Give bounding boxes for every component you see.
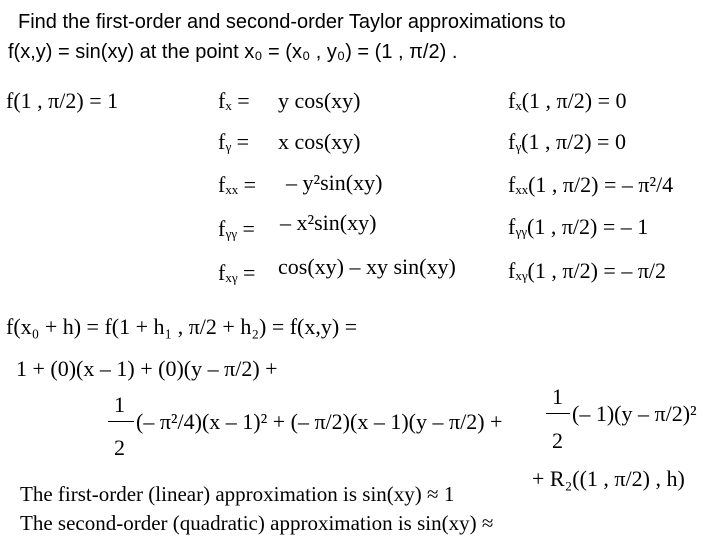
f-value: f(1 , π/2) = 1 bbox=[6, 88, 119, 113]
deriv-expr-fx: y cos(xy) bbox=[278, 88, 361, 113]
deriv-name-fxy: fₓᵧ = bbox=[218, 260, 256, 285]
intro-line-1: Find the first-order and second-order Taylor approximations to bbox=[18, 11, 566, 33]
fraction-2-numerator: 1 bbox=[552, 384, 563, 409]
deriv-name-fx: fₓ = bbox=[218, 88, 250, 113]
expansion-line-2: 1 + (0)(x – 1) + (0)(y – π/2) + bbox=[16, 356, 278, 381]
fraction-1-bar bbox=[108, 421, 134, 422]
deriv-name-fyy: fᵧᵧ = bbox=[218, 216, 255, 241]
deriv-value-fyy: fᵧᵧ(1 , π/2) = – 1 bbox=[508, 214, 649, 239]
deriv-expr-fxy: cos(xy) – xy sin(xy) bbox=[278, 254, 456, 279]
fraction-1-numerator: 1 bbox=[114, 392, 125, 417]
second-order-terms: (– π²/4)(x – 1)² + (– π/2)(x – 1)(y – π/2) + bbox=[136, 409, 503, 434]
deriv-expr-fxx: – y²sin(xy) bbox=[286, 170, 383, 195]
expansion-line-1: f(x₀ + h) = f(1 + h₁ , π/2 + h₂) = f(x,y) = bbox=[6, 314, 358, 339]
deriv-value-fxy: fₓᵧ(1 , π/2) = – π/2 bbox=[508, 258, 667, 283]
fraction-1-denominator: 2 bbox=[114, 435, 125, 460]
deriv-value-fy: fᵧ(1 , π/2) = 0 bbox=[508, 129, 626, 154]
second-order-approximation: The second-order (quadratic) approximation is sin(xy) ≈ bbox=[20, 511, 494, 535]
deriv-value-fx: fₓ(1 , π/2) = 0 bbox=[508, 88, 627, 113]
intro-line-2: f(x,y) = sin(xy) at the point x₀ = (x₀ , y₀) = (1 , π/2) . bbox=[8, 41, 458, 63]
deriv-name-fy: fᵧ = bbox=[218, 129, 250, 154]
yy-term: (– 1)(y – π/2)² bbox=[572, 401, 697, 426]
deriv-expr-fy: x cos(xy) bbox=[278, 129, 361, 154]
first-order-approximation: The first-order (linear) approximation is sin(xy) ≈ 1 bbox=[20, 482, 455, 506]
fraction-2-denominator: 2 bbox=[552, 428, 563, 453]
fraction-2-bar bbox=[546, 413, 570, 414]
deriv-value-fxx: fₓₓ(1 , π/2) = – π²/4 bbox=[508, 172, 674, 197]
remainder-term: + R₂((1 , π/2) , h) bbox=[532, 466, 685, 491]
deriv-expr-fyy: – x²sin(xy) bbox=[280, 210, 377, 235]
deriv-name-fxx: fₓₓ = bbox=[218, 172, 256, 197]
